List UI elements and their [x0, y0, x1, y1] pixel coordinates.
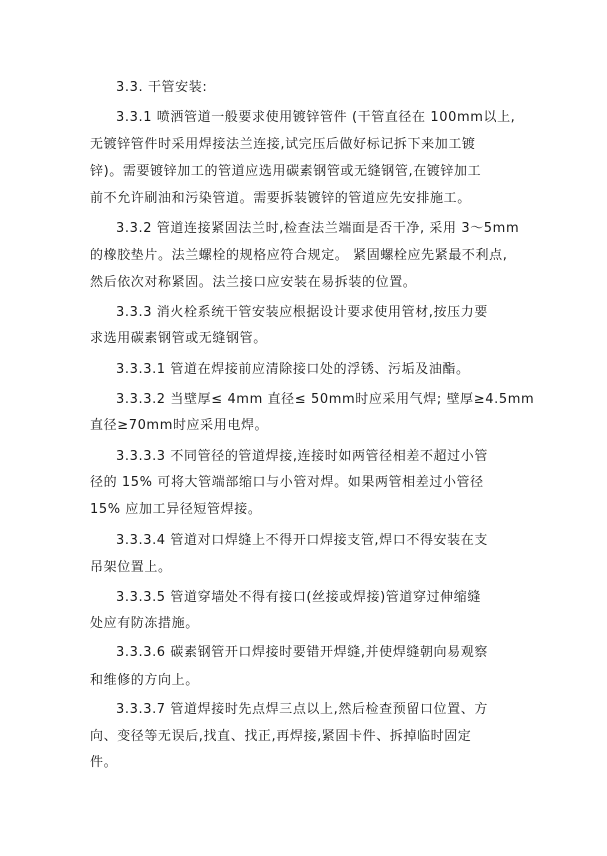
paragraph-3-3-3-3-line-2: 径的 15% 可将大管端部缩口与小管对焊。如果两管相差过小管径 — [90, 475, 484, 490]
paragraph-3-3-3-line-1: 3.3.3 消火栓系统干管安装应根据设计要求使用管材,按压力要 — [116, 305, 488, 320]
paragraph-3-3-3-4-line-1: 3.3.3.4 管道对口焊缝上不得开口焊接支管,焊口不得安装在支 — [116, 533, 488, 548]
paragraph-3-3-3-2-line-1: 3.3.3.2 当壁厚≤ 4mm 直径≤ 50mm时应采用气焊; 壁厚≥4.5mm — [116, 392, 535, 407]
paragraph-3-3-3-6-line-1: 3.3.3.6 碳素钢管开口焊接时要错开焊缝,并使焊缝朝向易观察 — [116, 645, 488, 660]
paragraph-3-3-3-7-line-3: 件。 — [90, 755, 118, 770]
paragraph-3-3-3-line-2: 求选用碳素钢管或无缝钢管。 — [90, 331, 267, 346]
paragraph-3-3-3-4-line-2: 吊架位置上。 — [90, 560, 172, 575]
paragraph-3-3-3-2-line-2: 直径≥70mm时应采用电焊。 — [90, 418, 269, 433]
paragraph-3-3-3-3-line-3: 15% 应加工异径短管焊接。 — [90, 502, 262, 517]
paragraph-3-3-1-line-3: 锌)。需要镀锌加工的管道应选用碳素钢管或无缝钢管,在镀锌加工 — [90, 164, 482, 179]
section-heading: 3.3. 干管安装: — [116, 80, 208, 95]
paragraph-3-3-3-7-line-1: 3.3.3.7 管道焊接时先点焊三点以上,然后检查预留口位置、方 — [116, 702, 488, 717]
paragraph-3-3-3-1: 3.3.3.1 管道在焊接前应清除接口处的浮锈、污垢及油酯。 — [116, 362, 470, 377]
paragraph-3-3-3-5-line-2: 处应有防冻措施。 — [90, 616, 199, 631]
paragraph-3-3-3-7-line-2: 向、变径等无误后,找直、找正,再焊接,紧固卡件、拆掉临时固定 — [90, 729, 472, 744]
paragraph-3-3-2-line-2: 的橡胶垫片。法兰螺栓的规格应符合规定。 紧固螺栓应先紧最不利点, — [90, 248, 508, 263]
paragraph-3-3-3-5-line-1: 3.3.3.5 管道穿墙处不得有接口(丝接或焊接)管道穿过伸缩缝 — [116, 590, 481, 605]
paragraph-3-3-3-3-line-1: 3.3.3.3 不同管径的管道焊接,连接时如两管径相差不超过小管 — [116, 449, 488, 464]
paragraph-3-3-1-line-2: 无镀锌管件时采用焊接法兰连接,试完压后做好标记拆下来加工镀 — [90, 137, 476, 152]
paragraph-3-3-2-line-3: 然后依次对称紧固。法兰接口应安装在易拆装的位置。 — [90, 275, 417, 290]
paragraph-3-3-1-line-1: 3.3.1 喷洒管道一般要求使用镀锌管件 (干管直径在 100mm以上, — [116, 110, 516, 125]
paragraph-3-3-2-line-1: 3.3.2 管道连接紧固法兰时,检查法兰端面是否干净, 采用 3～5mm — [116, 221, 520, 236]
paragraph-3-3-3-6-line-2: 和维修的方向上。 — [90, 673, 199, 688]
paragraph-3-3-1-line-4: 前不允许刷油和污染管道。需要拆装镀锌的管道应先安排施工。 — [90, 191, 471, 206]
